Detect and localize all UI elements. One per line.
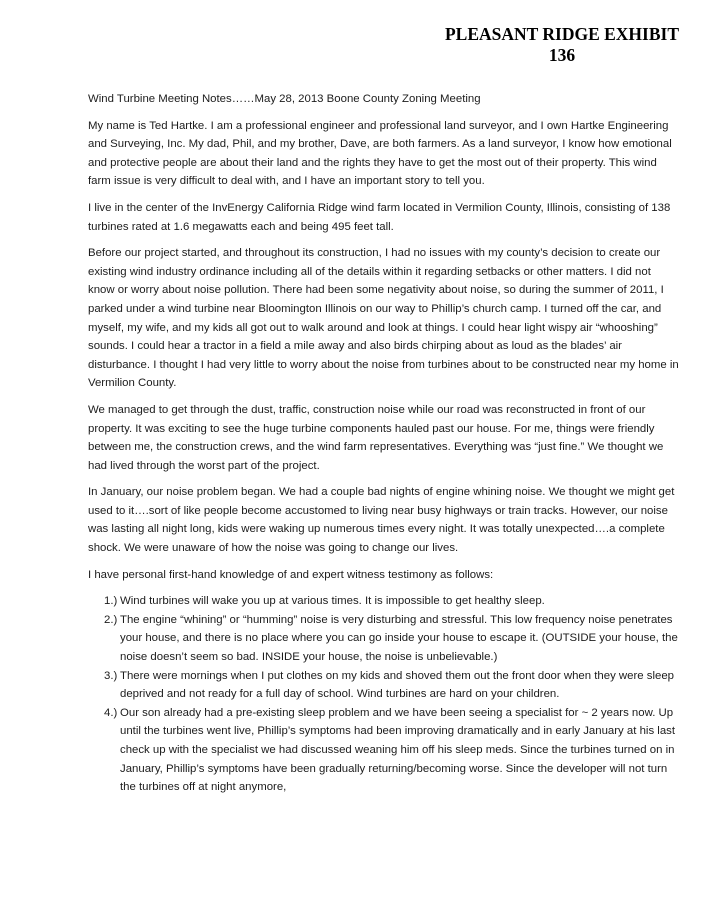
- list-item-text: Wind turbines will wake you up at various times. It is impossible to get healthy sleep.: [120, 595, 545, 608]
- list-item-number: 3.): [104, 669, 118, 682]
- paragraph-introduction: My name is Ted Hartke. I am a professional engineer and professional land surveyor, and I own Hartke Engineering and Surveying, Inc. My dad, Phil, and my brother, Dave, are both farmers. As a land surveyor, I know how emotional and protective people are about their land and the rights they have to get the most out of their property. This wind farm issue is very difficult to deal with, and I have an important story to tell you.: [88, 119, 672, 188]
- paragraph-noise-began: In January, our noise problem began. We had a couple bad nights of engine whining noise. We thought we might get used to it….sort of like people become accustomed to living near busy highways or train tracks. However, our noise was lasting all night long, kids were waking up numerous times every night. It was totally unexpected….a complete shock. We were unaware of how the noise was going to change our lives.: [88, 486, 675, 555]
- exhibit-label: PLEASANT RIDGE EXHIBIT: [444, 24, 680, 44]
- list-item-text: There were mornings when I put clothes on my kids and shoved them out the front door when they were sleep deprived and not ready for a full day of school. Wind turbines are hard on your children.: [120, 669, 675, 701]
- list-item: [88, 667, 680, 704]
- list-item-text: The engine “whining” or “humming” noise is very disturbing and stressful. This low frequency noise penetrates your house, and there is no place where you can go inside your house to escape it. (OUTSIDE your house, the noise doesn’t seem so bad. INSIDE your house, the noise is unbelievable.): [120, 613, 678, 664]
- document-title: Wind Turbine Meeting Notes……May 28, 2013 Boone County Zoning Meeting: [88, 93, 481, 105]
- paragraph-location: I live in the center of the InvEnergy California Ridge wind farm located in Vermilion County, Illinois, consisting of 138 turbines rated at 1.6 megawatts each and being 495 feet tall.: [88, 201, 671, 233]
- exhibit-number: 136: [548, 45, 576, 65]
- paragraph-construction: We managed to get through the dust, traffic, construction noise while our road was reconstructed in front of our property. It was exciting to see the huge turbine components hauled past our house. For me, things were friendly between me, the construction crews, and the wind farm representatives. Everything was “just fine.” We thought we had lived through the worst part of the project.: [88, 403, 664, 472]
- list-item-number: 2.): [104, 613, 118, 626]
- paragraph-before-project: Before our project started, and throughout its construction, I had no issues with my county’s decision to create our existing wind industry ordinance including all of the details within it regarding setbacks or other matters. I did not know or worry about noise pollution. There had been some negativity about noise, so during the summer of 2011, I parked under a wind turbine near Bloomington Illinois on our way to Phillip’s church camp. I turned off the car, and myself, my wife, and my kids all got out to walk around and look at things. I could hear light wispy air “whooshing” sounds. I could hear a tractor in a field a mile away and also birds chirping about as loud as the blades’ air disturbance. I thought I had very little to worry about the noise from turbines about to be constructed near my home in Vermilion County.: [88, 247, 679, 390]
- exhibit-stamp: [442, 24, 682, 66]
- list-item: [88, 704, 680, 797]
- testimony-list: [88, 592, 680, 797]
- paragraph-testimony-intro: I have personal first-hand knowledge of and expert witness testimony as follows:: [88, 568, 494, 581]
- list-item-text: Our son already had a pre-existing sleep problem and we have been seeing a specialist for ~ 2 years now. Up until the turbines went live, Phillip’s symptoms had been improving dramatically and in early January at his last check up with the specialist we had discussed weaning him off his sleep meds. Since the turbines turned on in January, Phillip’s symptoms have been gradually returning/becoming worse. Since the developer will not turn the turbines off at night anymore,: [120, 706, 676, 794]
- list-item: [88, 611, 680, 667]
- list-item-number: 4.): [104, 706, 118, 719]
- document-body: [88, 90, 680, 797]
- list-item-number: 1.): [104, 595, 118, 608]
- list-item: [88, 592, 680, 611]
